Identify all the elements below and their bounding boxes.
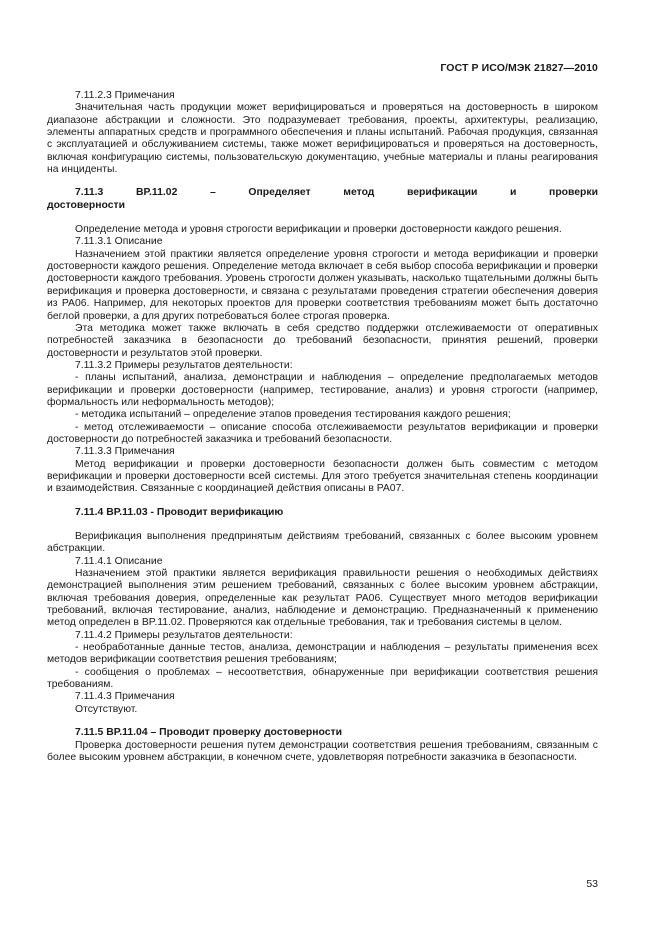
section-heading-7-11-5: 7.11.5 BP.11.04 – Проводит проверку достоверности: [75, 727, 342, 739]
subsection-title: 7.11.4.2 Примеры результатов деятельности:: [75, 629, 293, 641]
list-item: - сообщения о проблемах – несоответствия, обнаруженные при верификации соответствия решения требованиям.: [47, 666, 598, 691]
subsection-title: 7.11.3.3 Примечания: [75, 446, 175, 458]
section-heading-tail: достоверности: [47, 199, 126, 211]
page-body: [47, 90, 598, 764]
paragraph: Проверка достоверности решения путем демонстрации соответствия решения требованиям, связанным с более высоким уровнем абстракции, в конечном счете, удовлетворяя потребности заказчика в безопасности.: [47, 739, 598, 763]
section-heading-7-11-4: 7.11.4 BP.11.03 - Проводит верификацию: [75, 506, 284, 518]
paragraph: Значительная часть продукции может верифицироваться и проверяться на достоверность в широком диапазоне абстракции и сложности. Это подразумевает требования, проекты, архитектуры, реализацию, элементы аппаратных средств и программного обеспечения и планы испытаний. Рабочая продукция, связанная с эксплуатацией и обслуживанием системы, также может верифицироваться и проверяться на достоверность, включая конфигурацию системы, пользовательскую документацию, учебные материалы и планы реагирования на инциденты.: [47, 102, 598, 176]
subsection-title: 7.11.3.2 Примеры результатов деятельности:: [75, 359, 293, 371]
list-item: - метод отслеживаемости – описание способа отслеживаемости результатов верификации и проверки достоверности до потребностей заказчика и требований безопасности.: [47, 421, 598, 445]
page-number: 53: [586, 878, 598, 890]
subsection-title: 7.11.2.3 Примечания: [75, 90, 175, 101]
list-item: - планы испытаний, анализа, демонстрации и наблюдения – определение предполагаемых методов верификации и проверки достоверности (например, тестирование, анализ) и уровня строгости (например, формальность или неформальность методов);: [47, 372, 598, 408]
standard-code: ГОСТ Р ИСО/МЭК 21827—2010: [440, 62, 598, 74]
section-heading-7-11-3: [47, 187, 598, 199]
heading-word: верификации: [407, 187, 478, 199]
paragraph: Отсутствуют.: [75, 703, 138, 715]
list-item: - необработанные данные тестов, анализа, демонстрации и наблюдения – результаты применения всех методов верификации соответствия решения требованиям;: [47, 642, 598, 666]
paragraph: Назначением этой практики является определение уровня строгости и метода верификации и проверки достоверности каждого решения. Определение метода включает в себя выбор способа верификации и проверки достоверности каждого требования. Уровень строгости должен указывать, насколько тщательными должны быть верификация и проверка достоверности, и связана с результатами проведения стратегии обеспечения доверия из PA06. Например, для некоторых проектов для проверки соответствия требованиям может быть достаточно беглой проверки, а для других потребоваться более строгая проверка.: [47, 248, 598, 322]
subsection-title: 7.11.4.3 Примечания: [75, 691, 175, 703]
heading-word: метод: [343, 187, 375, 199]
heading-code: BP.11.02: [135, 187, 178, 199]
subsection-title: 7.11.4.1 Описание: [75, 555, 163, 567]
subsection-title: 7.11.3.1 Описание: [75, 236, 163, 248]
heading-dash: –: [210, 187, 216, 199]
paragraph: Назначением этой практики является верификация правильности решения о необходимых действиях демонстрацией выполнения этим решением требований, связанных с более высоким уровнем абстракции, включая требования доверия, определенные как результат PA06. Существует много методов верификации требований, включая тестирование, анализ, наблюдение и демонстрацию. Предназначенный к применению метод определен в BP.11.02. Проверяются как отдельные требования, так и требования системы в целом.: [47, 568, 598, 629]
paragraph: Эта методика может также включать в себя средство поддержки отслеживаемости от оперативных потребностей заказчика в безопасности до требований безопасности, принятия решений, проверки достоверности и результатов этой проверки.: [47, 322, 598, 359]
paragraph: Верификация выполнения предпринятым действиям требований, связанных с более высоким уровнем абстракции.: [47, 531, 598, 555]
paragraph: Определение метода и уровня строгости верификации и проверки достоверности каждого решения.: [75, 224, 562, 236]
list-item: - методика испытаний – определение этапов проведения тестирования каждого решения;: [75, 409, 511, 421]
paragraph: Метод верификации и проверки достоверности безопасности должен быть совместим с методом верификации и проверки достоверности всей системы. Для этого требуется значительная степень координации и взаимодействия. Связанные с координацией действия описаны в PA07.: [47, 458, 598, 495]
heading-number: 7.11.3: [75, 187, 104, 199]
heading-word: Определяет: [248, 187, 311, 199]
heading-word: проверки: [549, 187, 598, 199]
heading-word: и: [510, 187, 517, 199]
